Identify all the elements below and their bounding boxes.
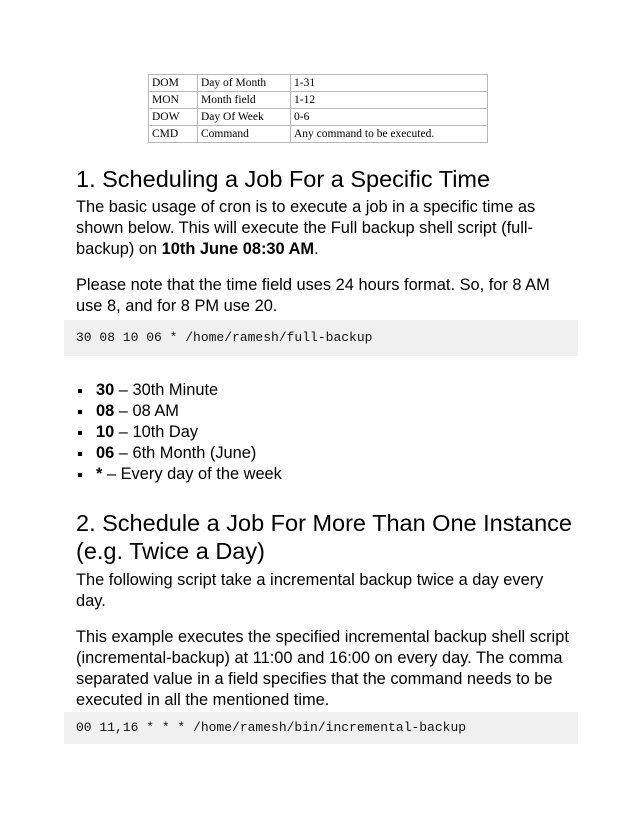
- bullet-description: – Every day of the week: [102, 465, 282, 483]
- section1-paragraph1-end: .: [314, 240, 319, 258]
- cron-field-bullets: [76, 380, 282, 485]
- section1-paragraph1-bold: 10th June 08:30 AM: [161, 240, 315, 258]
- section1-paragraph1-text: The basic usage of cron is to execute a job in a specific time as shown below. This will execute the Full backup shell script (full-backup) on: [76, 198, 536, 258]
- list-item: [76, 443, 282, 464]
- code-block-incremental-backup: [64, 712, 578, 744]
- table-row: [149, 92, 488, 109]
- section2-heading-line1: 2. Schedule a Job For More Than One Instance: [76, 510, 572, 536]
- bullet-value: 30: [96, 381, 115, 399]
- list-item: [76, 380, 282, 401]
- cron-fields-table: [148, 74, 488, 143]
- bullet-description: – 10th Day: [114, 423, 199, 441]
- table-row: [149, 75, 488, 92]
- table-cell-field-code: DOM: [149, 75, 198, 92]
- table-cell-field-name: Month field: [198, 92, 291, 109]
- bullet-square-icon: [78, 431, 82, 435]
- section1-paragraph1: [76, 197, 576, 260]
- section2-paragraph1: The following script take a incremental backup twice a day every day.: [76, 571, 544, 610]
- list-item: [76, 422, 282, 443]
- table-cell-field-name: Day of Month: [198, 75, 291, 92]
- bullet-value: 08: [96, 402, 115, 420]
- table-cell-field-code: MON: [149, 92, 198, 109]
- table-cell-field-code: DOW: [149, 109, 198, 126]
- code-full-backup: 30 08 10 06 * /home/ramesh/full-backup: [76, 330, 373, 345]
- section1-heading: 1. Scheduling a Job For a Specific Time: [76, 166, 491, 192]
- bullet-description: – 08 AM: [114, 402, 179, 420]
- table-cell-field-range: Any command to be executed.: [291, 126, 488, 143]
- section1-paragraph2: Please note that the time field uses 24 hours format. So, for 8 AM use 8, and for 8 PM use 20.: [76, 276, 550, 315]
- bullet-square-icon: [78, 452, 82, 456]
- section2-paragraph2: This example executes the specified incremental backup shell script (incremental-backup) at 11:00 and 16:00 on every day. The comma separated value in a field specifies that the command needs to be executed in all the mentioned time.: [76, 628, 569, 709]
- bullet-square-icon: [78, 473, 82, 477]
- list-item: [76, 401, 282, 422]
- bullet-square-icon: [78, 410, 82, 414]
- bullet-value: *: [96, 465, 103, 483]
- bullet-description: – 30th Minute: [114, 381, 219, 399]
- code-block-full-backup: [64, 320, 578, 356]
- table-cell-field-range: 1-31: [291, 75, 488, 92]
- bullet-description: – 6th Month (June): [114, 444, 257, 462]
- bullet-value: 06: [96, 444, 115, 462]
- table-row: [149, 109, 488, 126]
- bullet-square-icon: [78, 389, 82, 393]
- bullet-value: 10: [96, 423, 115, 441]
- table-row: [149, 126, 488, 143]
- table-cell-field-range: 1-12: [291, 92, 488, 109]
- table-cell-field-name: Command: [198, 126, 291, 143]
- table-cell-field-range: 0-6: [291, 109, 488, 126]
- table-cell-field-name: Day Of Week: [198, 109, 291, 126]
- section2-heading-line2: (e.g. Twice a Day): [76, 538, 265, 564]
- table-cell-field-code: CMD: [149, 126, 198, 143]
- list-item: [76, 464, 282, 485]
- code-incremental-backup: 00 11,16 * * * /home/ramesh/bin/incremental-backup: [76, 720, 467, 735]
